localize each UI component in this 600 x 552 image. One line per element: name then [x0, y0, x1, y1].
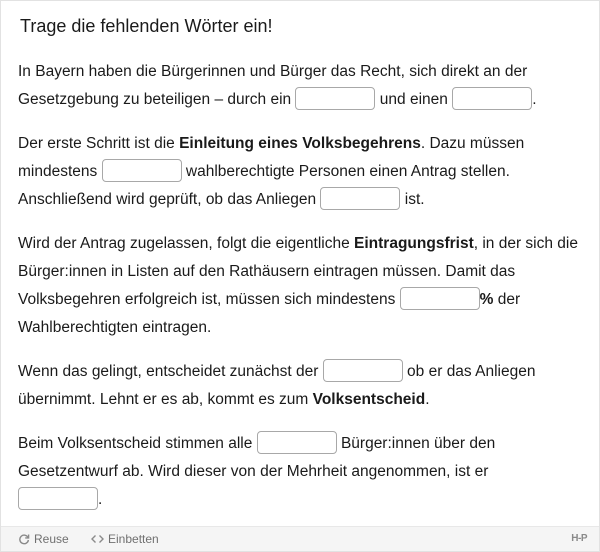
- text: In Bayern haben die Bürgerinnen und Bürger das Recht, sich direkt an der Gesetzgebung zu beteiligen – durch ein: [18, 63, 528, 108]
- text: , in der sich die Bürger:innen in Listen auf den Rathäusern eintragen müssen. Damit das Volksbegehren erfolgreich ist, müssen sich mindestens: [18, 235, 578, 308]
- text: .: [98, 491, 103, 508]
- paragraph-2: [18, 130, 580, 214]
- bold-term: Einleitung eines Volksbegehrens: [179, 135, 421, 152]
- blank-input-4[interactable]: [320, 187, 400, 210]
- blank-input-2[interactable]: [452, 87, 532, 110]
- blank-input-5[interactable]: [400, 287, 480, 310]
- text: Beim Volksentscheid stimmen alle: [18, 435, 257, 452]
- reuse-button[interactable]: [18, 532, 69, 546]
- text: wahlberechtigte Personen einen Antrag stellen. Anschließend wird geprüft, ob das Anliegen: [18, 163, 510, 208]
- blank-input-3[interactable]: [102, 159, 182, 182]
- blank-input-1[interactable]: [295, 87, 375, 110]
- text: . Dazu müssen mindestens: [18, 135, 525, 180]
- text: ist.: [400, 191, 425, 208]
- blank-input-6[interactable]: [323, 359, 403, 382]
- action-bar: [1, 526, 599, 551]
- text: und einen: [375, 91, 453, 108]
- text: der Wahlberechtigten eintragen.: [18, 291, 521, 336]
- paragraph-1: [18, 58, 580, 114]
- blank-input-8[interactable]: [18, 487, 98, 510]
- paragraph-5: [18, 430, 580, 514]
- percent-sign: %: [479, 291, 494, 308]
- text: Wenn das gelingt, entscheidet zunächst der: [18, 363, 323, 380]
- text: Bürger:innen über den Gesetzentwurf ab. Wird dieser von der Mehrheit angenommen, ist er: [18, 435, 496, 480]
- embed-button[interactable]: [91, 532, 159, 546]
- reuse-icon: [18, 533, 30, 545]
- embed-label: Einbetten: [108, 532, 159, 546]
- h5p-logo[interactable]: H-P: [571, 533, 587, 544]
- task-heading: Trage die fehlenden Wörter ein!: [20, 16, 273, 36]
- paragraph-3: [18, 230, 580, 342]
- embed-icon: [91, 534, 104, 544]
- blank-input-7[interactable]: [257, 431, 337, 454]
- bold-term: Eintragungsfrist: [354, 235, 474, 252]
- reuse-label: Reuse: [34, 532, 69, 546]
- text: ob er das Anliegen übernimmt. Lehnt er es ab, kommt es zum: [18, 363, 536, 408]
- text: .: [425, 391, 430, 408]
- text: Der erste Schritt ist die: [18, 135, 180, 152]
- text: Wird der Antrag zugelassen, folgt die eigentliche: [18, 235, 355, 252]
- paragraph-4: [18, 358, 580, 414]
- text: .: [532, 91, 537, 108]
- bold-term: Volksentscheid: [312, 391, 426, 408]
